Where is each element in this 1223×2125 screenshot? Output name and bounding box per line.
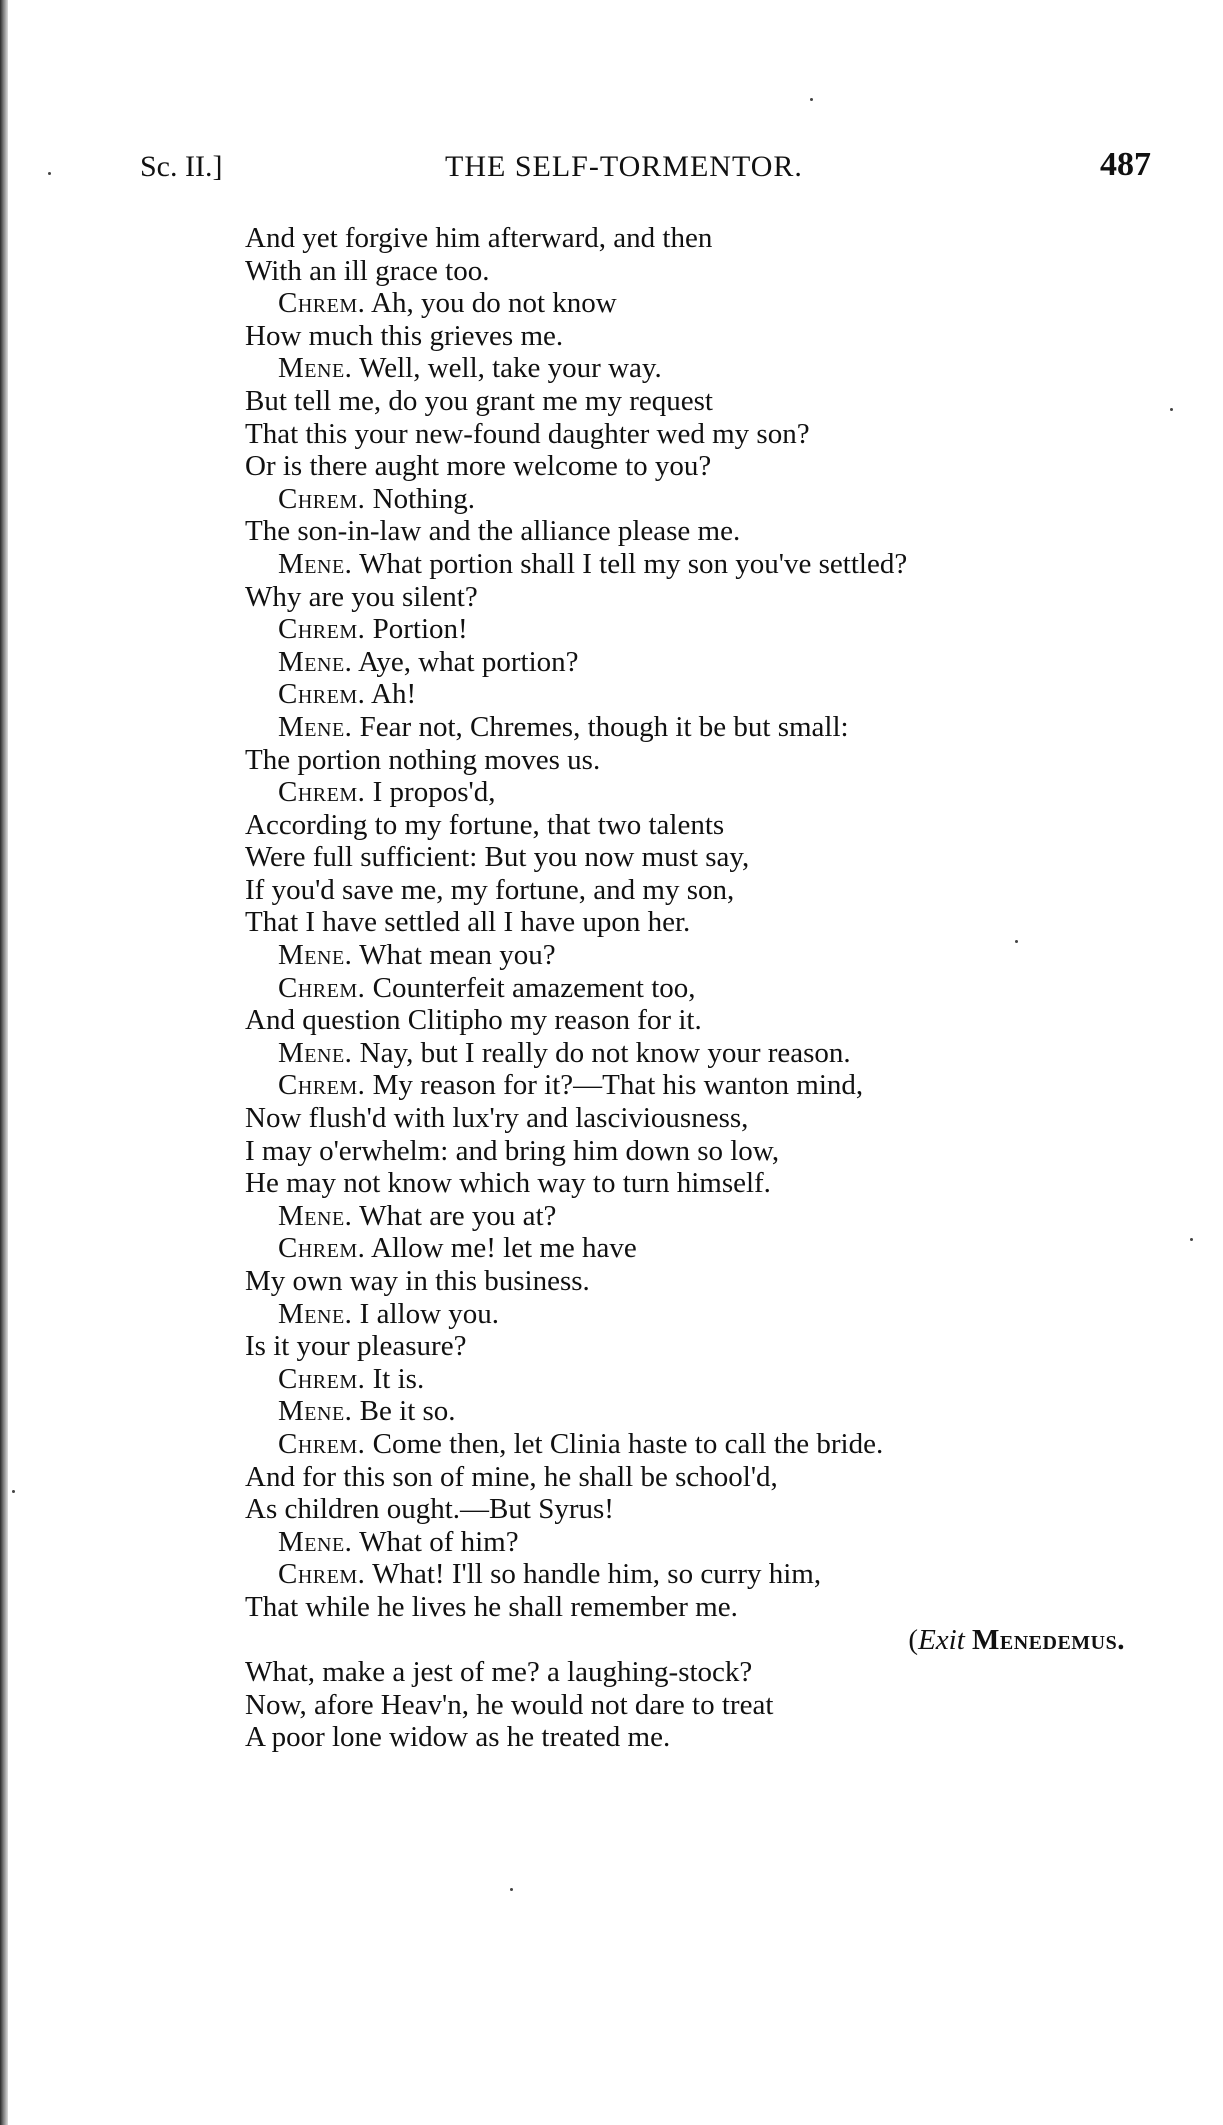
verse-line <box>245 1135 1175 1168</box>
line-text: Well, well, take your way. <box>359 352 662 385</box>
speaker-name: Mene. <box>278 1525 353 1558</box>
speaker-name: Chrem. <box>278 776 366 809</box>
verse-line <box>245 1656 1175 1689</box>
line-text: What mean you? <box>359 939 556 972</box>
verse-line <box>245 1069 1175 1102</box>
line-text: Were full sufficient: But you now must say, <box>245 841 750 874</box>
running-title: THE SELF-TORMENTOR. <box>445 150 803 183</box>
speaker-name: Mene. <box>278 352 353 385</box>
verse-line <box>245 352 1175 385</box>
line-text: What portion shall I tell my son you've settled? <box>359 547 908 580</box>
line-text: With an ill grace too. <box>245 254 490 287</box>
verse-line <box>245 548 1175 581</box>
verse-line <box>245 906 1175 939</box>
verse-line <box>245 939 1175 972</box>
line-text: Fear not, Chremes, though it be but small: <box>359 710 849 743</box>
line-text: I propos'd, <box>372 776 496 809</box>
stage-direction: (Exit Menedemus. <box>908 1623 1125 1656</box>
speaker-name: Mene. <box>278 645 353 678</box>
verse-line <box>245 418 1175 451</box>
verse-line <box>245 874 1175 907</box>
line-text: I may o'erwhelm: and bring him down so low, <box>245 1134 780 1167</box>
stage-direction-exit: Exit <box>918 1623 965 1656</box>
paper-speck <box>12 1490 15 1493</box>
speaker-name: Mene. <box>278 939 353 972</box>
speaker-name: Mene. <box>278 1199 353 1232</box>
speaker-name: Mene. <box>278 547 353 580</box>
verse-line <box>245 287 1175 320</box>
verse-line <box>245 1265 1175 1298</box>
speaker-name: Chrem. <box>278 1232 366 1265</box>
verse-line <box>245 646 1175 679</box>
speaker-name: Chrem. <box>278 1558 366 1591</box>
line-text: The portion nothing moves us. <box>245 743 601 776</box>
paper-speck <box>510 1888 513 1891</box>
line-text: As children ought.—But Syrus! <box>245 1493 614 1526</box>
line-text: And yet forgive him afterward, and then <box>245 222 713 254</box>
verse-line <box>245 1721 1175 1754</box>
verse-line <box>245 1363 1175 1396</box>
verse-line <box>245 1232 1175 1265</box>
speaker-name: Mene. <box>278 1036 353 1069</box>
page-number: 487 <box>1100 146 1151 183</box>
verse-line <box>245 1330 1175 1363</box>
line-text: What, make a jest of me? a laughing-stock? <box>245 1656 753 1689</box>
verse-line <box>245 320 1175 353</box>
speaker-name: Chrem. <box>278 971 366 1004</box>
play-text <box>245 222 1175 1754</box>
line-text: The son-in-law and the alliance please me. <box>245 515 741 548</box>
verse-line <box>245 841 1175 874</box>
line-text: That while he lives he shall remember me. <box>245 1590 738 1623</box>
line-text: And question Clitipho my reason for it. <box>245 1004 702 1037</box>
line-text: My reason for it?—That his wanton mind, <box>372 1069 864 1102</box>
verse-line <box>245 972 1175 1005</box>
line-text: Allow me! let me have <box>371 1232 637 1265</box>
line-text: How much this grieves me. <box>245 319 564 352</box>
line-text: It is. <box>372 1362 425 1395</box>
verse-line <box>245 1037 1175 1070</box>
paper-speck <box>1170 408 1173 411</box>
verse-line <box>245 1298 1175 1331</box>
paper-speck <box>1015 940 1018 943</box>
line-text: Nay, but I really do not know your reason. <box>359 1036 851 1069</box>
verse-line <box>245 515 1175 548</box>
paper-speck <box>810 98 813 101</box>
line-text: Aye, what portion? <box>358 645 579 678</box>
line-text: Or is there aught more welcome to you? <box>245 450 712 483</box>
verse-line <box>245 1200 1175 1233</box>
verse-line <box>245 1461 1175 1494</box>
line-text: What of him? <box>359 1525 519 1558</box>
line-text: He may not know which way to turn himself. <box>245 1167 771 1200</box>
verse-line <box>245 1558 1175 1591</box>
speaker-name: Mene. <box>278 710 353 743</box>
line-text: Portion! <box>372 613 468 646</box>
paper-speck <box>48 172 51 175</box>
verse-line <box>245 1004 1175 1037</box>
line-text: Counterfeit amazement too, <box>372 971 696 1004</box>
verse-line <box>245 1167 1175 1200</box>
line-text: According to my fortune, that two talents <box>245 808 725 841</box>
speaker-name: Chrem. <box>278 613 366 646</box>
line-text: Why are you silent? <box>245 580 478 613</box>
speaker-name: Chrem. <box>278 1362 366 1395</box>
verse-line <box>245 613 1175 646</box>
verse-line <box>245 581 1175 614</box>
verse-line <box>245 483 1175 516</box>
speaker-name: Chrem. <box>278 287 366 320</box>
stage-direction-name: Menedemus. <box>972 1623 1125 1656</box>
verse-line <box>245 809 1175 842</box>
closing-block <box>245 1656 1175 1754</box>
verse-line <box>245 776 1175 809</box>
speaker-name: Chrem. <box>278 1427 366 1460</box>
line-text: What! I'll so handle him, so curry him, <box>372 1558 822 1591</box>
verse-line <box>245 1102 1175 1135</box>
speaker-name: Chrem. <box>278 482 366 515</box>
verse-line <box>245 450 1175 483</box>
line-text: Nothing. <box>372 482 475 515</box>
verse-line <box>245 1395 1175 1428</box>
running-header <box>0 146 1223 190</box>
verse-line <box>245 744 1175 777</box>
speaker-name: Chrem. <box>278 1069 366 1102</box>
verse-line <box>245 1689 1175 1722</box>
verse-line <box>245 385 1175 418</box>
line-text: I allow you. <box>359 1297 500 1330</box>
verse-line <box>245 711 1175 744</box>
line-text: Come then, let Clinia haste to call the bride. <box>372 1427 884 1460</box>
page-edge <box>0 0 8 2125</box>
verse-line <box>245 1493 1175 1526</box>
verse-line <box>245 1526 1175 1559</box>
speaker-name: Mene. <box>278 1395 353 1428</box>
paper-speck <box>1190 1238 1193 1241</box>
verse-line <box>245 678 1175 711</box>
speaker-name: Chrem. <box>278 678 366 711</box>
verse-line <box>245 1428 1175 1461</box>
line-text: Be it so. <box>359 1395 456 1428</box>
line-text: A poor lone widow as he treated me. <box>245 1721 671 1754</box>
line-text: That this your new-found daughter wed my son? <box>245 417 810 450</box>
line-text: Now, afore Heav'n, he would not dare to treat <box>245 1688 774 1721</box>
verse-line <box>245 1591 1175 1624</box>
line-text: If you'd save me, my fortune, and my son, <box>245 873 735 906</box>
speaker-name: Mene. <box>278 1297 353 1330</box>
dialogue-block <box>245 222 1175 1624</box>
line-text: Is it your pleasure? <box>245 1330 467 1363</box>
scene-label: Sc. II.] <box>140 150 223 183</box>
line-text: What are you at? <box>359 1199 557 1232</box>
line-text: But tell me, do you grant me my request <box>245 384 713 417</box>
line-text: Now flush'd with lux'ry and lasciviousness, <box>245 1102 749 1135</box>
line-text: That I have settled all I have upon her. <box>245 906 691 939</box>
line-text: Ah! <box>371 678 417 711</box>
verse-line <box>245 255 1175 288</box>
verse-line <box>245 222 1175 255</box>
line-text: My own way in this business. <box>245 1265 590 1297</box>
line-text: Ah, you do not know <box>371 287 617 320</box>
line-text: And for this son of mine, he shall be school'd, <box>245 1460 778 1493</box>
